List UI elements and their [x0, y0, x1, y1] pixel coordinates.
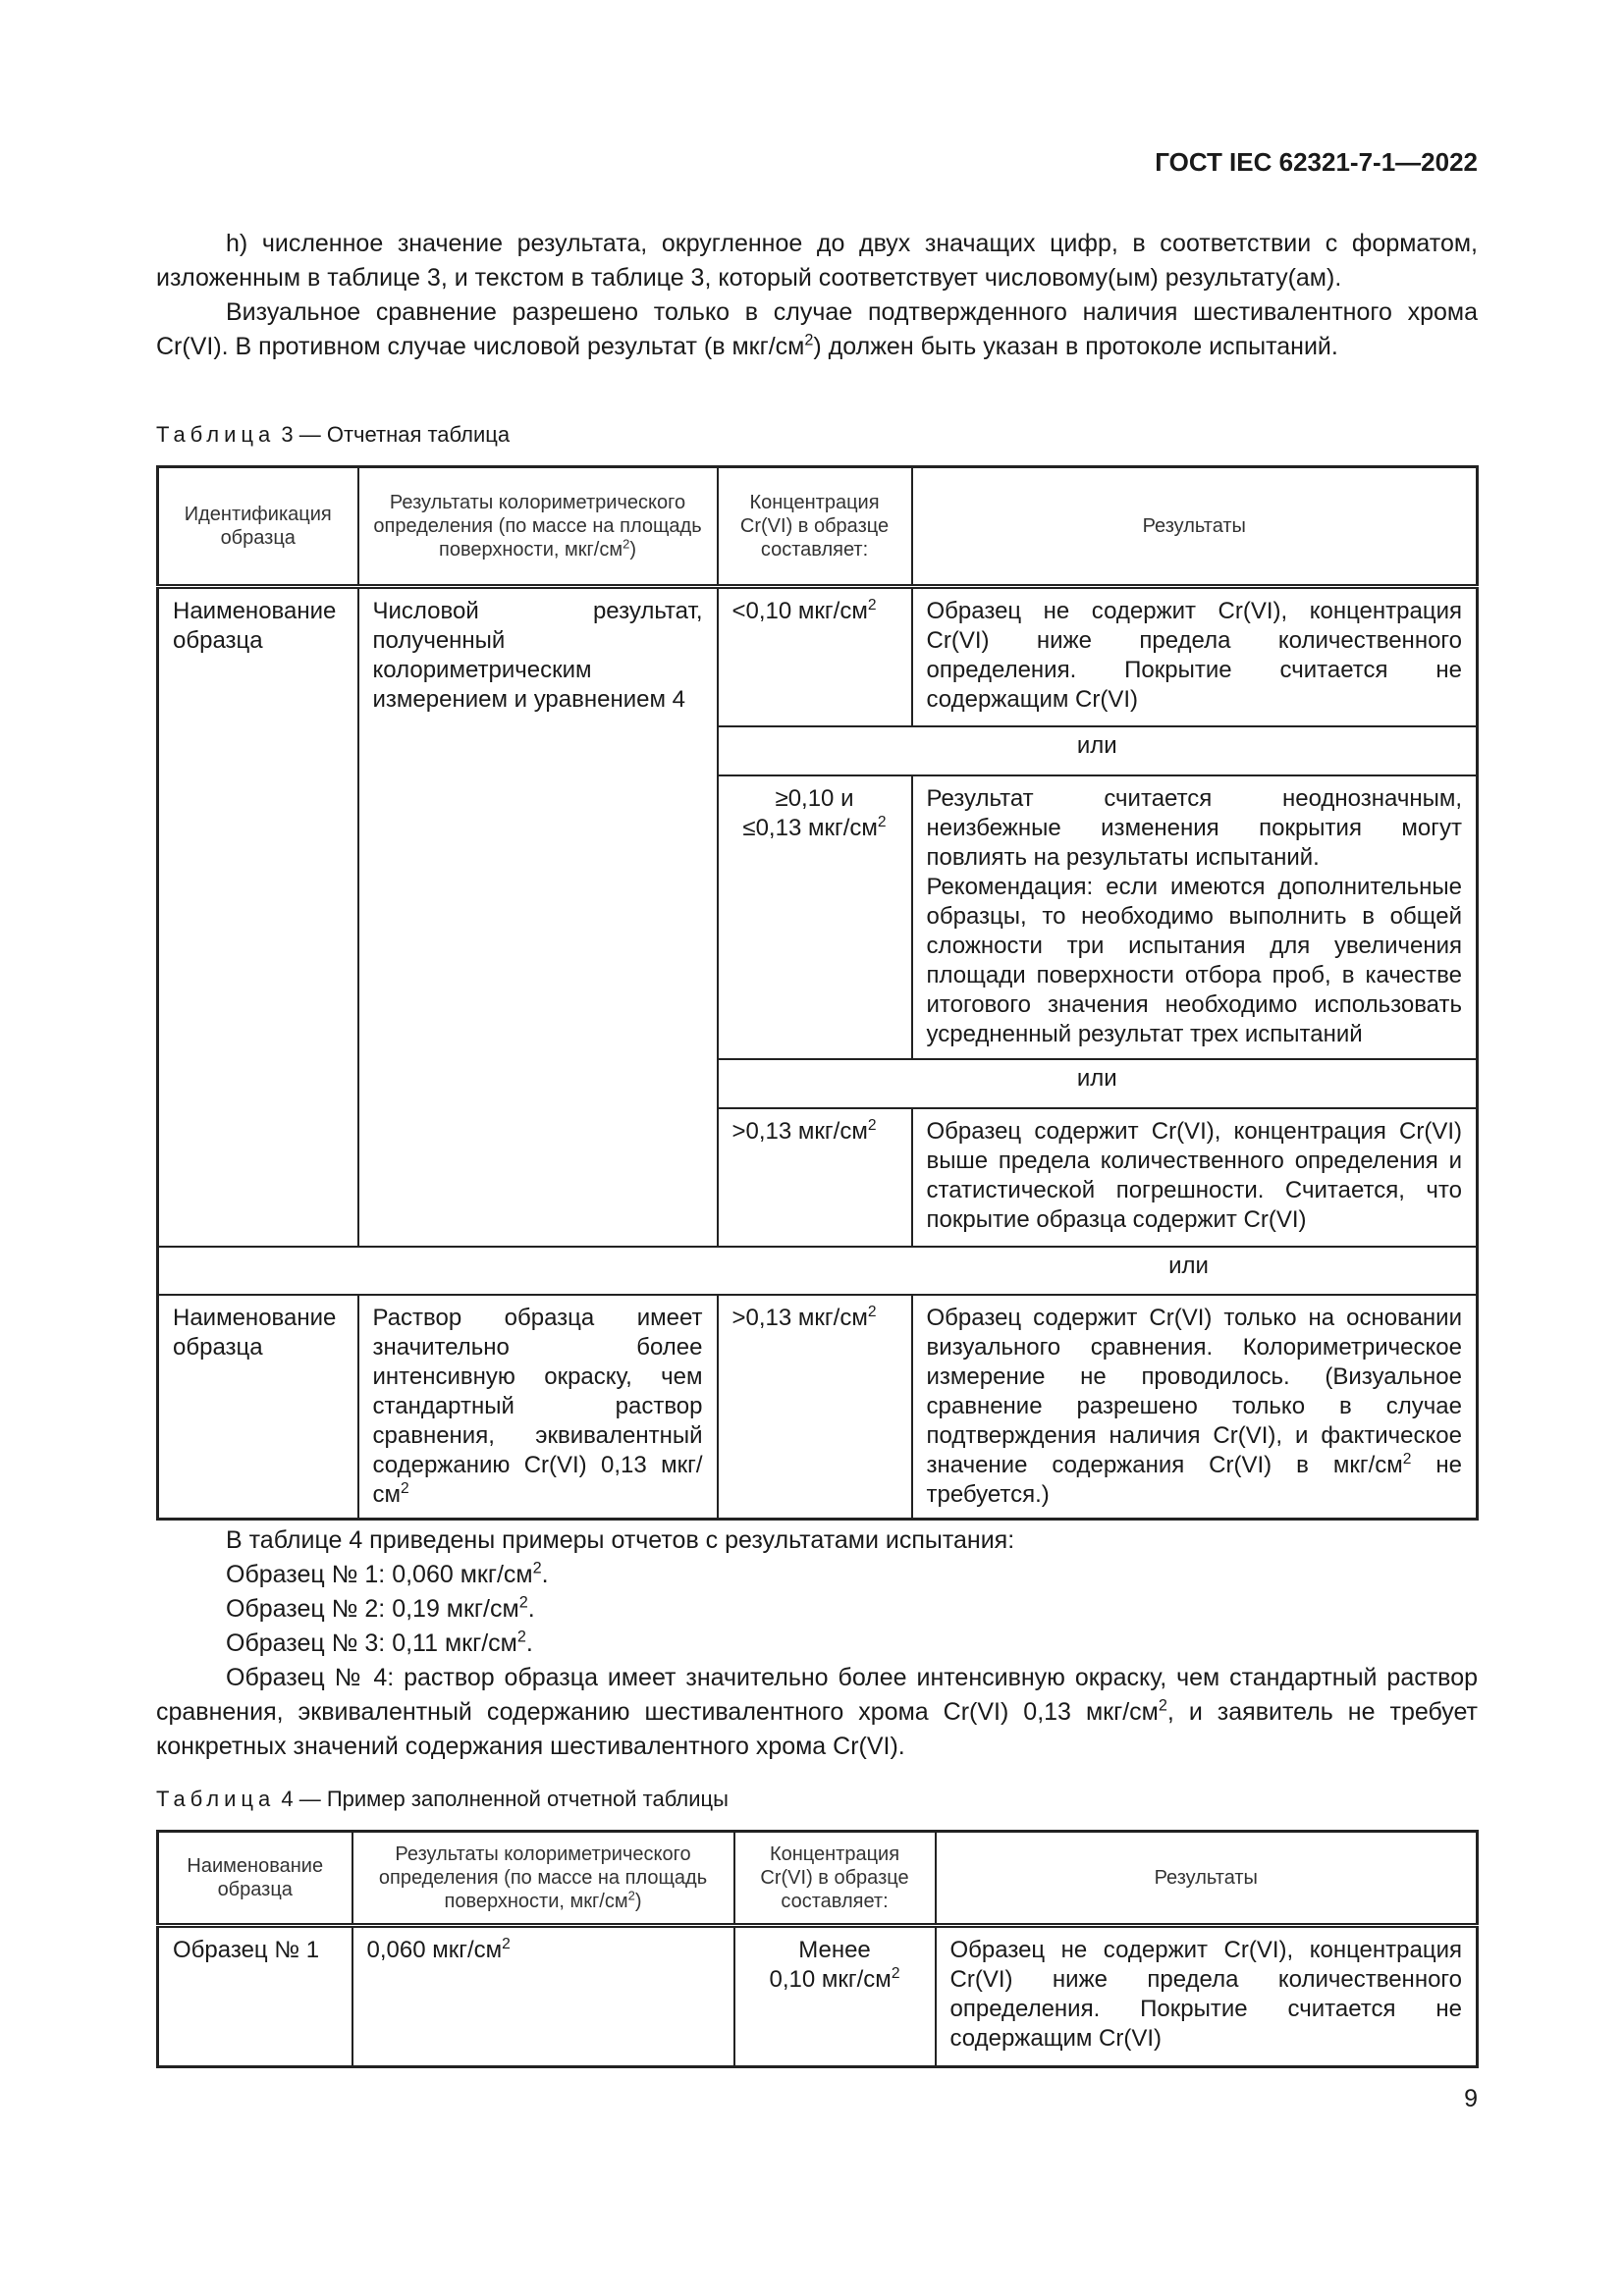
intro-text [156, 227, 1478, 364]
caption-text: 4 — Пример заполненной отчетной таблицы [275, 1787, 729, 1811]
table3 [156, 465, 1479, 1521]
cell-conc: >0,13 мкг/$см^2$ [718, 1295, 912, 1520]
table-row [158, 1926, 1478, 2067]
header-cell: Концентрация Cr(VI) в образце составляет: [734, 1832, 936, 1926]
or-cell: или [158, 1247, 1478, 1295]
cell-conc: <0,10 мкг/$см^2$ [718, 587, 912, 726]
examples-text [156, 1523, 1478, 1764]
header-cell: Наименование образца [158, 1832, 352, 1926]
cell-conc: Менее 0,10 мкг/$см^2$ [734, 1926, 936, 2067]
header-cell: Результаты колориметрического определения (по массе на площадь поверхности, мкг/$см^2$) [352, 1832, 734, 1926]
header-cell: Концентрация Cr(VI) в образце составляет: [718, 467, 912, 587]
table-row [158, 1295, 1478, 1520]
page-number: 9 [1464, 2085, 1478, 2112]
document-code: ГОСТ IEC 62321-7-1—2022 [1155, 147, 1478, 177]
cell-method: 0,060 мкг/$см^2$ [352, 1926, 734, 2067]
table4 [156, 1830, 1479, 2068]
cell-id: Наименование образца [158, 1295, 358, 1520]
example-4: Образец № 4: раствор образца имеет значительно более интенсивную окраску, чем стандартный раствор сравнения, эквивалентный содержанию шестивалентного хрома Cr(VI) 0,13 мкг/$см^2$, и заявитель не требует конкретных значений содержания шестивалентного хрома Cr(VI). [156, 1664, 1478, 1760]
example-1: Образец № 1: 0,060 мкг/$см^2$. [226, 1559, 549, 1588]
example-3: Образец № 3: 0,11 мкг/$см^2$. [226, 1628, 533, 1657]
item-h: h) численное значение результата, округленное до двух значащих цифр, в соответствии с форматом, изложенным в таблице 3, и текстом в таблице 3, который соответствует числовому(ым) результату(ам). [156, 230, 1478, 292]
header-cell: Результаты [936, 1832, 1478, 1926]
examples-lead: В таблице 4 приведены примеры отчетов с результатами испытания: [226, 1526, 1015, 1554]
cell-result: Образец не содержит Cr(VI), концентрация Cr(VI) ниже предела количественного определения. Покрытие считается не содержащим Cr(VI) [936, 1926, 1478, 2067]
or-row [158, 1247, 1478, 1295]
cell-result: Образец не содержит Cr(VI), концентрация Cr(VI) ниже предела количественного определения. Покрытие считается не содержащим Cr(VI) [912, 587, 1478, 726]
header-cell: Идентификация образца [158, 467, 358, 587]
table-row [158, 587, 1478, 726]
or-cell: или [718, 1059, 1478, 1108]
table-header [158, 467, 1478, 587]
table3-caption [156, 422, 510, 448]
cell-result: Образец содержит Cr(VI) только на основании визуального сравнения. Колориметрическое измерение не проводилось. (Визуальное сравнение разрешено только в случае подтверждения наличия Cr(VI), и фактическое значение содержания Cr(VI) в мкг/$см^2$ не требуется.) [912, 1295, 1478, 1520]
cell-method: Раствор образца имеет значительно более интенсивную окраску, чем стандартный раствор сравнения, эквивалентный содержанию Cr(VI) 0,13 мкг/$см^2$ [358, 1295, 718, 1520]
cell-result: Результат считается неоднозначным, неизбежные изменения покрытия могут повлиять на результаты испытаний. Рекомендация: если имеются дополнительные образцы, то необходимо выполнить в общей сложности три испытания для увеличения площади поверхности отбора проб, в качестве итогового значения необходимо использовать усредненный результат трех испытаний [912, 775, 1478, 1059]
caption-prefix: Таблица [156, 422, 276, 447]
or-cell: или [718, 726, 1478, 775]
visual-comparison-note [156, 295, 1478, 364]
caption-text: 3 — Отчетная таблица [275, 422, 511, 447]
caption-prefix: Таблица [156, 1787, 276, 1811]
cell-conc: >0,13 мкг/$см^2$ [718, 1108, 912, 1247]
header-cell: Результаты [912, 467, 1478, 587]
table-header [158, 1832, 1478, 1926]
header-cell: Результаты колориметрического определения (по массе на площадь поверхности, мкг/$см^2$) [358, 467, 718, 587]
cell-id: Образец № 1 [158, 1926, 352, 2067]
table4-caption [156, 1787, 729, 1812]
cell-method: Числовой результат, полученный колориметрическим измерением и уравнением 4 [358, 587, 718, 1247]
sup: 2 [804, 331, 814, 349]
cell-conc: ≥0,10 и ≤0,13 мкг/$см^2$ [718, 775, 912, 1059]
text: ) должен быть указан в протоколе испытаний. [813, 333, 1338, 360]
cell-result: Образец содержит Cr(VI), концентрация Cr(VI) выше предела количественного определения и статистической погрешности. Считается, что покрытие образца содержит Cr(VI) [912, 1108, 1478, 1247]
cell-id: Наименование образца [158, 587, 358, 1247]
example-2: Образец № 2: 0,19 мкг/$см^2$. [226, 1593, 535, 1623]
text: Визуальное сравнение разрешено только в случае подтвержденного наличия шестивалентного хрома Cr(VI). В противном случае числовой результат (в мкг/см [156, 298, 1478, 360]
